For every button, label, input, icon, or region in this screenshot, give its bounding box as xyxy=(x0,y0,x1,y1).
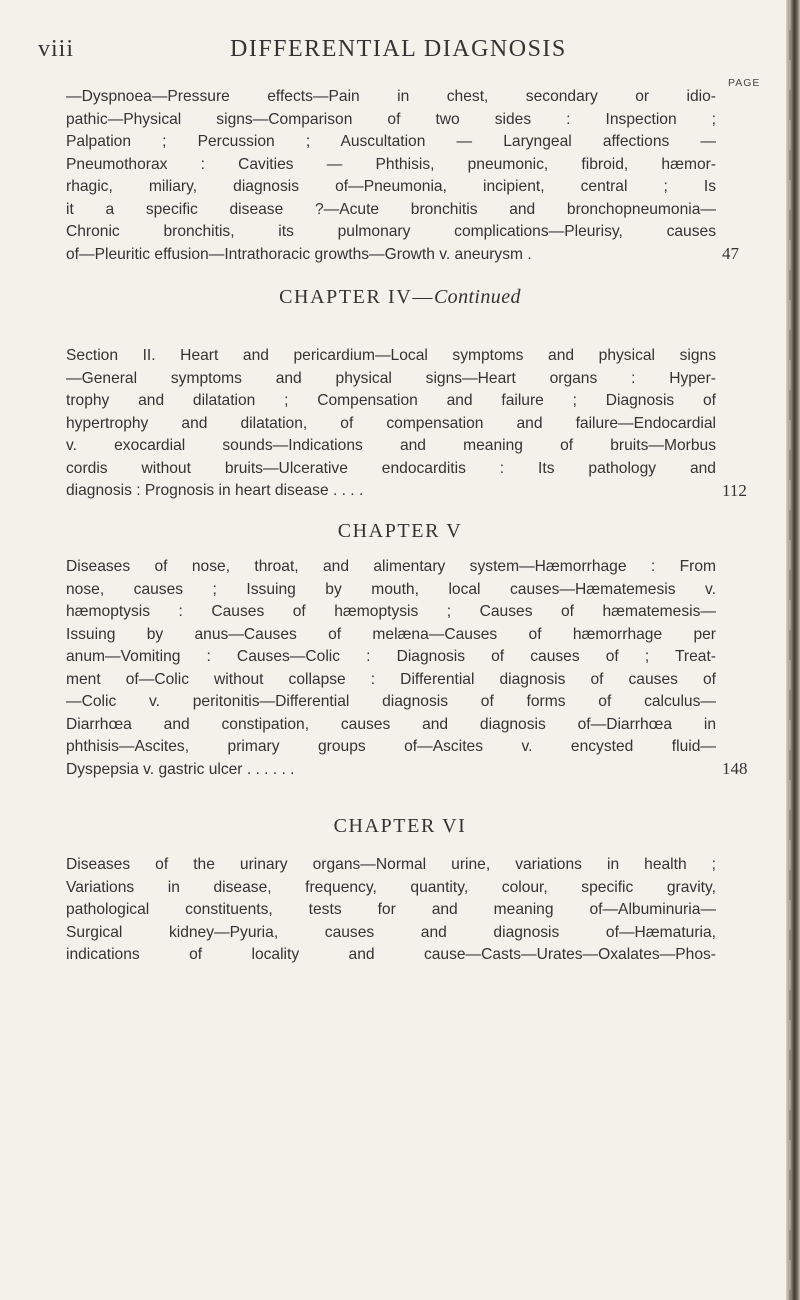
page-number: 148 xyxy=(722,759,748,778)
entry-line: anum—Vomiting : Causes—Colic : Diagnosis of causes of ; Treat- xyxy=(66,648,716,665)
page-binding-edge xyxy=(786,0,800,1300)
entry-line: —Dyspnoea—Pressure effects—Pain in chest, secondary or idio- xyxy=(66,88,716,105)
entry-line: it a specific disease ?—Acute bronchitis and bronchopneumonia— xyxy=(66,200,716,218)
entry-line: Surgical kidney—Pyuria, causes and diagnosis of—Hæmaturia, xyxy=(66,923,716,941)
entry-line: hypertrophy and dilatation, of compensation and failure—Endocardial xyxy=(66,414,716,432)
folio-number: viii xyxy=(38,36,75,62)
contents-entry-alimentary xyxy=(66,556,716,781)
chapter-heading: CHAPTER VI xyxy=(333,815,467,837)
page-number: 112 xyxy=(722,481,747,500)
entry-line: nose, causes ; Issuing by mouth, local causes—Hæmatemesis v. xyxy=(66,580,716,598)
entry-line: Variations in disease, frequency, quantity, colour, specific gravity, xyxy=(66,878,716,896)
entry-line: Diseases of nose, throat, and alimentary system—Hæmorrhage : From xyxy=(66,558,716,575)
entry-line: of—Pleuritic effusion—Intrathoracic growths—Growth v. aneurysm . xyxy=(66,245,532,263)
entry-line: Issuing by anus—Causes of melæna—Causes of hæmorrhage per xyxy=(66,625,716,643)
running-title: DIFFERENTIAL DIAGNOSIS xyxy=(230,36,567,62)
entry-line: trophy and dilatation ; Compensation and failure ; Diagnosis of xyxy=(66,392,716,409)
entry-line: hæmoptysis : Causes of hæmoptysis ; Causes of hæmatemesis— xyxy=(66,603,716,620)
chapter-title: CHAPTER IV— xyxy=(279,286,434,308)
entry-line: Section II. Heart and pericardium—Local symptoms and physical signs xyxy=(66,347,716,364)
chapter-heading: CHAPTER V xyxy=(337,520,463,542)
entry-line: Dyspepsia v. gastric ulcer . . . . . . xyxy=(66,760,295,778)
page-number: 47 xyxy=(722,244,739,263)
entry-line: ment of—Colic without collapse : Differential diagnosis of causes of xyxy=(66,670,716,688)
entry-line: Palpation ; Percussion ; Auscultation — Laryngeal affections — xyxy=(66,133,716,150)
entry-line: pathological constituents, tests for and meaning of—Albuminuria— xyxy=(66,901,716,918)
page-column-label: PAGE xyxy=(728,77,761,89)
contents-entry-urinary xyxy=(66,854,716,967)
entry-line: cordis without bruits—Ulcerative endocarditis : Its pathology and xyxy=(66,459,716,477)
entry-line: rhagic, miliary, diagnosis of—Pneumonia, incipient, central ; Is xyxy=(66,178,716,195)
entry-line: indications of locality and cause—Casts—Urates—Oxalates—Phos- xyxy=(66,946,716,963)
contents-entry-chest xyxy=(66,86,716,266)
entry-line: pathic—Physical signs—Comparison of two sides : Inspection ; xyxy=(66,110,716,128)
entry-line: Diarrhœa and constipation, causes and diagnosis of—Diarrhœa in xyxy=(66,715,716,733)
entry-line: —Colic v. peritonitis—Differential diagnosis of forms of calculus— xyxy=(66,693,716,710)
entry-line: diagnosis : Prognosis in heart disease . . . . xyxy=(66,482,364,499)
entry-line: Diseases of the urinary organs—Normal urine, variations in health ; xyxy=(66,856,716,873)
entry-line: —General symptoms and physical signs—Heart organs : Hyper- xyxy=(66,369,716,387)
chapter-heading xyxy=(0,286,800,309)
contents-entry-heart xyxy=(66,345,716,503)
entry-line: Chronic bronchitis, its pulmonary complications—Pleurisy, causes xyxy=(66,223,716,240)
entry-line: v. exocardial sounds—Indications and meaning of bruits—Morbus xyxy=(66,437,716,454)
entry-line: Pneumothorax : Cavities — Phthisis, pneumonic, fibroid, hæmor- xyxy=(66,155,716,173)
entry-line: phthisis—Ascites, primary groups of—Ascites v. encysted fluid— xyxy=(66,738,716,755)
chapter-title-continued: Continued xyxy=(433,286,521,308)
